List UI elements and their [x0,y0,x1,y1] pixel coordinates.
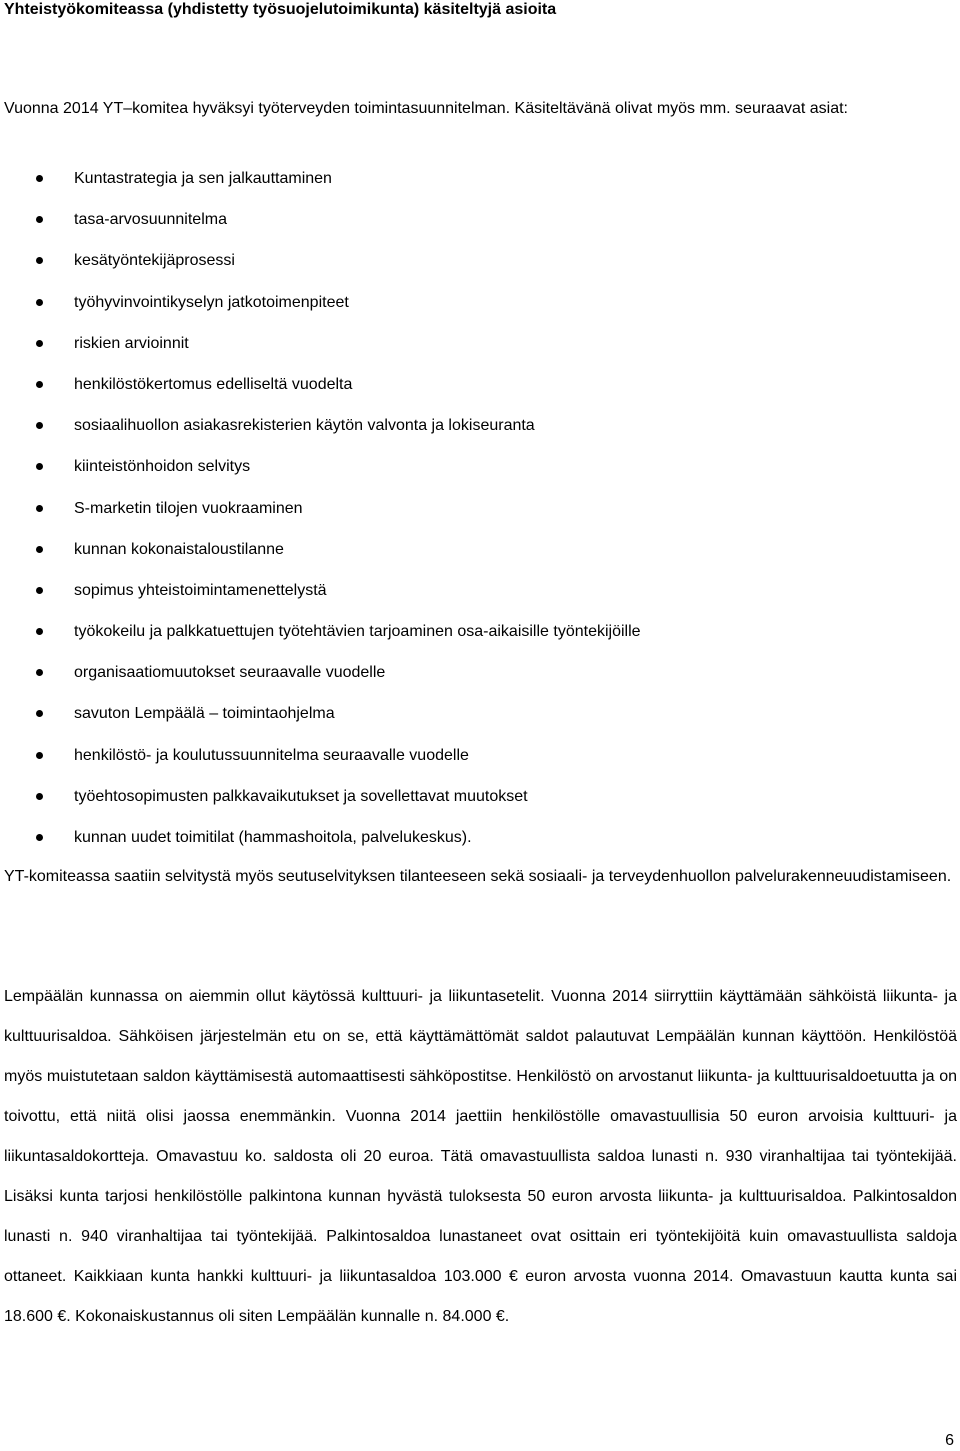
list-item [0,199,641,240]
list-item [0,652,641,693]
bullet-icon [36,257,43,264]
page-number: 6 [945,1432,954,1449]
list-item-text: Kuntastrategia ja sen jalkauttaminen [74,170,332,187]
bullet-icon [36,381,43,388]
list-item [0,240,641,281]
list-item-text: kiinteistönhoidon selvitys [74,458,251,476]
bullet-icon [36,793,43,800]
list-item [0,282,641,323]
list-item-text: sopimus yhteistoimintamenettelystä [74,581,327,599]
bullet-icon [36,422,43,429]
list-item [0,158,641,199]
list-item-text: riskien arvioinnit [74,334,189,352]
section-heading: Yhteistyökomiteassa (yhdistetty työsuojelutoimikunta) käsiteltyjä asioita [4,1,557,18]
lempaala-paragraph: Lempäälän kunnassa on aiemmin ollut käytössä kulttuuri- ja liikuntasetelit. Vuonna 2014 siirryttiin käyttämään sähköistä liikunta- ja kulttuurisaldoa. Sähköisen järjestelmän etu on se, että käyttämättömät saldot palautuvat Lempäälän kunnan käyttöön. Henkilöstöä myös muistutetaan saldon käyttämisestä automaattisesti sähköpostitse. Henkilöstö on arvostanut liikunta- ja kulttuurisaldoetuutta ja on toivottu, että niitä olisi jaossa enemmänkin. Vuonna 2014 jaettiin henkilöstölle omavastuullisia 50 euron arvoisia kulttuuri- ja liikuntasaldokortteja. Omavastuu ko. saldosta oli 20 euroa. Tätä omavastuullista saldoa lunasti n. 930 viranhaltijaa tai työntekijää. Lisäksi kunta tarjosi henkilöstölle palkintona kunnan hyvästä tuloksesta 50 euron arvosta liikunta- ja kulttuurisaldoa. Palkintosaldon lunasti n. 940 viranhaltijaa tai työntekijää. Palkintosaldoa lunastaneet ovat osittain eri työntekijöitä kuin omavastuullista saldoja ottaneet. Kaikkiaan kunta hankki kulttuuri- ja liikuntasaldoa 103.000 € euron arvosta vuonna 2014. Omavastuun kautta kunta sai 18.600 €. Kokonaiskustannus oli siten Lempäälän kunnalle n. 84.000 €. [4,988,957,1325]
list-item [0,611,641,652]
bullet-icon [36,628,43,635]
list-item [0,323,641,364]
list-item-text: S-marketin tilojen vuokraaminen [74,499,303,517]
topics-list [0,158,641,858]
bullet-icon [36,299,43,306]
intro-paragraph: Vuonna 2014 YT–komitea hyväksyi työterveyden toimintasuunnitelman. Käsiteltävänä olivat myös mm. seuraavat asiat: [4,100,848,117]
list-item-text: työehtosopimusten palkkavaikutukset ja sovellettavat muutokset [74,787,528,805]
bullet-icon [36,340,43,347]
bullet-icon [36,505,43,512]
list-item [0,693,641,734]
list-item-text: kunnan kokonaistaloustilanne [74,540,284,558]
bullet-icon [36,669,43,676]
list-item-text: organisaatiomuutokset seuraavalle vuodelle [74,664,386,682]
list-item-text: tasa-arvosuunnitelma [74,211,227,229]
list-item-text: kunnan uudet toimitilat (hammashoitola, palvelukeskus). [74,829,472,846]
bullet-icon [36,216,43,223]
bullet-icon [36,834,43,841]
list-item-text: kesätyöntekijäprosessi [74,252,235,270]
list-item-text: henkilöstökertomus edelliseltä vuodelta [74,375,353,393]
list-item [0,735,641,776]
list-item-text: sosiaalihuollon asiakasrekisterien käytön valvonta ja lokiseuranta [74,417,535,435]
list-item [0,364,641,405]
list-item-text: henkilöstö- ja koulutussuunnitelma seuraavalle vuodelle [74,746,469,764]
bullet-icon [36,752,43,759]
bullet-icon [36,546,43,553]
list-item [0,776,641,817]
list-item-text: savuton Lempäälä – toimintaohjelma [74,705,335,723]
yt-paragraph: YT-komiteassa saatiin selvitystä myös seutuselvityksen tilanteeseen sekä sosiaali- ja terveydenhuollon palvelurakenneuudistamiseen. [4,868,952,885]
bullet-icon [36,710,43,717]
list-item [0,529,641,570]
list-item [0,488,641,529]
list-item [0,570,641,611]
list-item [0,405,641,446]
list-item-text: työkokeilu ja palkkatuettujen työtehtävien tarjoaminen osa-aikaisille työntekijöille [74,623,641,641]
bullet-icon [36,587,43,594]
list-item [0,446,641,487]
bullet-icon [36,175,43,182]
list-item-text: työhyvinvointikyselyn jatkotoimenpiteet [74,293,349,311]
list-item [0,817,641,858]
bullet-icon [36,463,43,470]
